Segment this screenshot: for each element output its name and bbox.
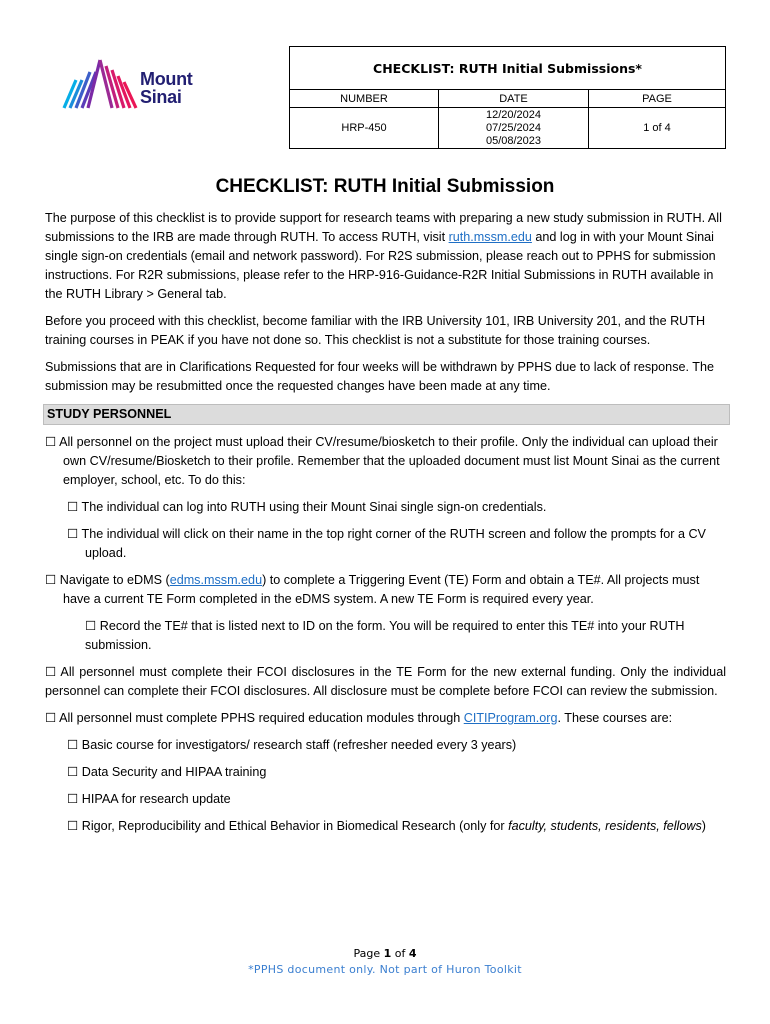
footer-note: *PPHS document only. Not part of Huron Toolkit (248, 963, 522, 976)
section-header-study-personnel: STUDY PERSONNEL (43, 404, 730, 425)
checklist-course-rigor[interactable]: ☐ Rigor, Reproducibility and Ethical Behavior in Biomedical Research (only for faculty, students, residents, fellows) (67, 819, 706, 833)
header-col-date: DATE (439, 90, 589, 108)
edms-link[interactable]: edms.mssm.edu (169, 573, 263, 587)
header-title: CHECKLIST: RUTH Initial Submissions* (290, 47, 726, 90)
header-date: 07/25/2024 (485, 121, 542, 134)
header-dates (439, 108, 589, 149)
checklist-item-fcoi[interactable]: ☐ All personnel must complete their FCOI disclosures in the TE Form for the new external funding. Only the individual personnel can complete their FCOI disclosures. All disclosure must be complete before FCOI can review the submission. (45, 665, 726, 698)
checklist-subitem-cv-upload[interactable]: ☐ The individual will click on their name in the top right corner of the RUTH screen and follow the prompts for a CV upload. (67, 527, 706, 560)
checklist-subitem-te-number[interactable]: ☐ Record the TE# that is listed next to ID on the form. You will be required to enter this TE# into your RUTH submission. (85, 619, 685, 652)
citiprogram-link[interactable]: CITIProgram.org (463, 711, 558, 725)
header-number: HRP-450 (290, 108, 439, 149)
document-header-table (289, 46, 726, 149)
mount-sinai-logo (62, 58, 212, 114)
checklist-subitem-login[interactable]: ☐ The individual can log into RUTH using their Mount Sinai single sign-on credentials. (67, 500, 547, 514)
checklist-course-hipaa[interactable]: ☐ HIPAA for research update (67, 792, 231, 806)
checklist-item-edms[interactable]: ☐ Navigate to eDMS (edms.mssm.edu) to complete a Triggering Event (TE) Form and obtain a TE#. All projects must have a current TE Form completed in the eDMS system. A new TE Form is required every year. (45, 573, 700, 606)
header-date: 12/20/2024 (485, 108, 542, 121)
header-date: 05/08/2023 (485, 134, 542, 147)
logo-word-mount: Mount (140, 69, 193, 89)
page-footer: Page 1 of 4 (353, 947, 417, 960)
header-page: 1 of 4 (589, 108, 726, 149)
ruth-link[interactable]: ruth.mssm.edu (448, 230, 532, 244)
checklist-item-cv[interactable]: ☐ All personnel on the project must upload their CV/resume/biosketch to their profile. Only the individual can upload their own CV/resume/Biosketch to their profile. Remember that the uploaded document must list Mount Sinai as the current employer, school, etc. To do this: (45, 435, 720, 487)
intro-paragraph: Submissions that are in Clarifications Requested for four weeks will be withdrawn by PPHS due to lack of response. The submission may be resubmitted once the requested changes have been made at any time. (45, 360, 714, 393)
intro-paragraph: The purpose of this checklist is to provide support for research teams with preparing a new study submission in RUTH. All submissions to the IRB are made through RUTH. To access RUTH, visit ruth.mssm.edu and log in with your Mount Sinai single sign-on credentials (email and network password). For R2S submission, please reach out to PPHS for submission instructions. For R2R submissions, please refer to the HRP-916-Guidance-R2R Initial Submissions in RUTH available in the RUTH Library > General tab. (45, 211, 722, 301)
checklist-course-basic[interactable]: ☐ Basic course for investigators/ research staff (refresher needed every 3 years) (67, 738, 517, 752)
header-col-number: NUMBER (290, 90, 439, 108)
document-body (45, 209, 726, 844)
checklist-item-pphs-education[interactable]: ☐ All personnel must complete PPHS required education modules through CITIProgram.org. These courses are: (45, 711, 673, 725)
logo-word-sinai: Sinai (140, 87, 182, 107)
logo-stripes-icon (62, 58, 140, 112)
header-col-page: PAGE (589, 90, 726, 108)
document-title: CHECKLIST: RUTH Initial Submission (215, 176, 555, 197)
intro-paragraph: Before you proceed with this checklist, become familiar with the IRB University 101, IRB University 201, and the RUTH training courses in PEAK if you have not done so. This checklist is not a substitute for those training courses. (45, 314, 706, 347)
checklist-course-data-security[interactable]: ☐ Data Security and HIPAA training (67, 765, 267, 779)
